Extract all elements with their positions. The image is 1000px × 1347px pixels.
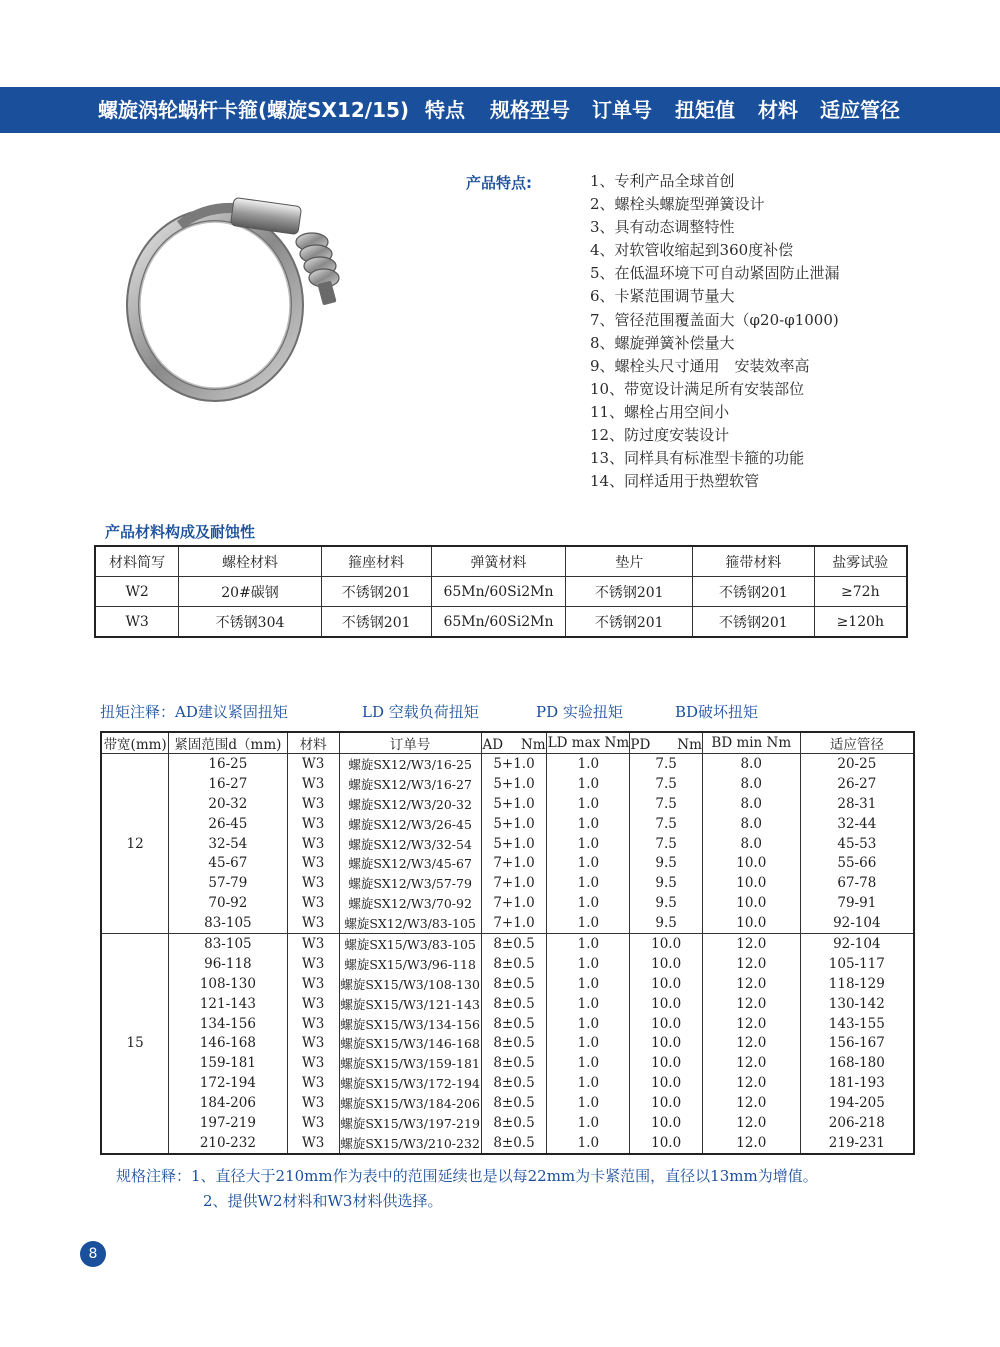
materials-title: 产品材料构成及耐蚀性 bbox=[105, 523, 256, 541]
pd-cell: 10.0 bbox=[630, 1053, 703, 1073]
header-item-order: 订单号 bbox=[592, 98, 652, 122]
ad-cell: 8±0.5 bbox=[481, 1053, 547, 1073]
material-cell: W3 bbox=[287, 934, 339, 954]
hose-clamp-image bbox=[120, 180, 420, 410]
feature-item: 7、管径范围覆盖面大（φ20-φ1000) bbox=[590, 310, 839, 329]
feature-item: 11、螺栓占用空间小 bbox=[590, 402, 730, 421]
materials-cell: 不锈钢201 bbox=[693, 607, 815, 638]
bd-cell: 8.0 bbox=[702, 794, 800, 814]
materials-row bbox=[95, 607, 907, 638]
pipe-diameter-cell: 79-91 bbox=[800, 893, 914, 913]
ad-cell: 7+1.0 bbox=[481, 913, 547, 933]
pipe-diameter-cell: 105-117 bbox=[800, 954, 914, 974]
page-number: 8 bbox=[80, 1241, 106, 1267]
materials-cell: 不锈钢201 bbox=[566, 607, 693, 638]
bd-cell: 12.0 bbox=[702, 1093, 800, 1113]
feature-item: 6、卡紧范围调节量大 bbox=[590, 287, 735, 306]
pipe-diameter-cell: 45-53 bbox=[800, 834, 914, 854]
order-number-cell: 螺旋SX15/W3/96-118 bbox=[339, 954, 481, 974]
ad-cell: 7+1.0 bbox=[481, 853, 547, 873]
clamp-range-cell: 32-54 bbox=[169, 834, 287, 854]
materials-cell: 不锈钢201 bbox=[321, 577, 431, 607]
materials-table bbox=[94, 545, 908, 638]
spec-header-cell: PD Nm bbox=[630, 732, 703, 754]
bd-cell: 10.0 bbox=[702, 853, 800, 873]
bd-cell: 12.0 bbox=[702, 1113, 800, 1133]
materials-cell: 不锈钢201 bbox=[693, 577, 815, 607]
ad-cell: 8±0.5 bbox=[481, 1073, 547, 1093]
ld-cell: 1.0 bbox=[547, 873, 630, 893]
ld-cell: 1.0 bbox=[547, 1113, 630, 1133]
materials-cell: 不锈钢201 bbox=[566, 577, 693, 607]
spec-row bbox=[101, 974, 914, 994]
clamp-range-cell: 26-45 bbox=[169, 814, 287, 834]
bd-cell: 12.0 bbox=[702, 1073, 800, 1093]
spec-row bbox=[101, 934, 914, 954]
clamp-range-cell: 16-27 bbox=[169, 774, 287, 794]
clamp-range-cell: 134-156 bbox=[169, 1014, 287, 1034]
materials-header-row bbox=[95, 546, 907, 577]
header-item-material: 材料 bbox=[758, 98, 798, 122]
materials-header-cell: 垫片 bbox=[566, 546, 693, 577]
clamp-range-cell: 83-105 bbox=[169, 913, 287, 933]
clamp-range-cell: 172-194 bbox=[169, 1073, 287, 1093]
material-cell: W3 bbox=[287, 1113, 339, 1133]
pd-cell: 10.0 bbox=[630, 1093, 703, 1113]
pd-cell: 7.5 bbox=[630, 814, 703, 834]
order-number-cell: 螺旋SX15/W3/159-181 bbox=[339, 1053, 481, 1073]
ld-cell: 1.0 bbox=[547, 934, 630, 954]
materials-cell: 65Mn/60Si2Mn bbox=[431, 577, 566, 607]
pipe-diameter-cell: 92-104 bbox=[800, 913, 914, 933]
material-cell: W3 bbox=[287, 834, 339, 854]
pipe-diameter-cell: 219-231 bbox=[800, 1133, 914, 1154]
order-number-cell: 螺旋SX15/W3/83-105 bbox=[339, 934, 481, 954]
ad-cell: 5+1.0 bbox=[481, 794, 547, 814]
ad-cell: 8±0.5 bbox=[481, 974, 547, 994]
material-cell: W3 bbox=[287, 994, 339, 1014]
torque-note-bd: BD破坏扭矩 bbox=[675, 703, 759, 721]
material-cell: W3 bbox=[287, 954, 339, 974]
ld-cell: 1.0 bbox=[547, 974, 630, 994]
bd-cell: 12.0 bbox=[702, 1053, 800, 1073]
ld-cell: 1.0 bbox=[547, 1093, 630, 1113]
ad-cell: 8±0.5 bbox=[481, 1014, 547, 1034]
order-number-cell: 螺旋SX15/W3/210-232 bbox=[339, 1133, 481, 1154]
bd-cell: 10.0 bbox=[702, 893, 800, 913]
spec-row bbox=[101, 814, 914, 834]
ld-cell: 1.0 bbox=[547, 1014, 630, 1034]
feature-item: 14、同样适用于热塑软管 bbox=[590, 472, 760, 491]
bd-cell: 12.0 bbox=[702, 1014, 800, 1034]
pipe-diameter-cell: 206-218 bbox=[800, 1113, 914, 1133]
spec-row bbox=[101, 1133, 914, 1154]
material-cell: W3 bbox=[287, 1053, 339, 1073]
material-cell: W3 bbox=[287, 893, 339, 913]
clamp-range-cell: 197-219 bbox=[169, 1113, 287, 1133]
spec-note-2: 2、提供W2材料和W3材料供选择。 bbox=[203, 1192, 443, 1210]
spec-row bbox=[101, 754, 914, 774]
material-cell: W3 bbox=[287, 853, 339, 873]
spec-row bbox=[101, 794, 914, 814]
materials-header-cell: 盐雾试验 bbox=[814, 546, 907, 577]
order-number-cell: 螺旋SX12/W3/16-27 bbox=[339, 774, 481, 794]
pipe-diameter-cell: 168-180 bbox=[800, 1053, 914, 1073]
materials-header-cell: 箍座材料 bbox=[321, 546, 431, 577]
spec-header-cell: 材料 bbox=[287, 732, 339, 754]
spec-table-body bbox=[101, 754, 914, 1154]
ad-cell: 5+1.0 bbox=[481, 814, 547, 834]
pipe-diameter-cell: 156-167 bbox=[800, 1033, 914, 1053]
order-number-cell: 螺旋SX12/W3/70-92 bbox=[339, 893, 481, 913]
materials-cell: 不锈钢304 bbox=[179, 607, 322, 638]
torque-note-ad: 扭矩注释：AD建议紧固扭矩 bbox=[100, 703, 288, 721]
bd-cell: 8.0 bbox=[702, 754, 800, 774]
torque-note-pd: PD 实验扭矩 bbox=[536, 703, 623, 721]
ld-cell: 1.0 bbox=[547, 1033, 630, 1053]
feature-item: 10、带宽设计满足所有安装部位 bbox=[590, 379, 805, 398]
bd-cell: 12.0 bbox=[702, 994, 800, 1014]
bd-cell: 12.0 bbox=[702, 934, 800, 954]
pipe-diameter-cell: 143-155 bbox=[800, 1014, 914, 1034]
header-title: 螺旋涡轮蜗杆卡箍(螺旋SX12/15) bbox=[98, 98, 410, 122]
material-cell: W3 bbox=[287, 794, 339, 814]
features-label: 产品特点: bbox=[466, 174, 532, 192]
header-banner bbox=[0, 87, 1000, 133]
clamp-range-cell: 184-206 bbox=[169, 1093, 287, 1113]
header-item-torque: 扭矩值 bbox=[675, 98, 735, 122]
ld-cell: 1.0 bbox=[547, 853, 630, 873]
spec-header-cell: 带宽(mm) bbox=[101, 732, 169, 754]
features-list bbox=[590, 170, 840, 493]
spec-header-cell: 紧固范围d（mm) bbox=[169, 732, 287, 754]
bd-cell: 8.0 bbox=[702, 814, 800, 834]
spec-row bbox=[101, 913, 914, 933]
pd-cell: 10.0 bbox=[630, 954, 703, 974]
header-item-features: 特点 bbox=[425, 98, 465, 122]
materials-cell: 65Mn/60Si2Mn bbox=[431, 607, 566, 638]
clamp-range-cell: 70-92 bbox=[169, 893, 287, 913]
bd-cell: 12.0 bbox=[702, 974, 800, 994]
feature-item: 8、螺旋弹簧补偿量大 bbox=[590, 333, 735, 352]
material-cell: W3 bbox=[287, 873, 339, 893]
materials-header-cell: 螺栓材料 bbox=[179, 546, 322, 577]
ad-cell: 7+1.0 bbox=[481, 893, 547, 913]
material-cell: W3 bbox=[287, 1073, 339, 1093]
order-number-cell: 螺旋SX15/W3/108-130 bbox=[339, 974, 481, 994]
pipe-diameter-cell: 26-27 bbox=[800, 774, 914, 794]
pd-cell: 10.0 bbox=[630, 1033, 703, 1053]
ad-cell: 8±0.5 bbox=[481, 1113, 547, 1133]
materials-cell: ≥72h bbox=[814, 577, 907, 607]
ad-cell: 8±0.5 bbox=[481, 1033, 547, 1053]
ld-cell: 1.0 bbox=[547, 834, 630, 854]
spec-header-cell: BD min Nm bbox=[702, 732, 800, 754]
ad-cell: 8±0.5 bbox=[481, 1133, 547, 1154]
material-cell: W3 bbox=[287, 774, 339, 794]
order-number-cell: 螺旋SX15/W3/197-219 bbox=[339, 1113, 481, 1133]
spec-table bbox=[100, 731, 915, 1155]
spec-row bbox=[101, 893, 914, 913]
ad-cell: 8±0.5 bbox=[481, 954, 547, 974]
ld-cell: 1.0 bbox=[547, 994, 630, 1014]
ad-cell: 5+1.0 bbox=[481, 834, 547, 854]
material-cell: W3 bbox=[287, 974, 339, 994]
ld-cell: 1.0 bbox=[547, 1133, 630, 1154]
feature-item: 9、螺栓头尺寸通用 安装效率高 bbox=[590, 356, 810, 375]
spec-row bbox=[101, 834, 914, 854]
pd-cell: 10.0 bbox=[630, 934, 703, 954]
spec-row bbox=[101, 1093, 914, 1113]
ld-cell: 1.0 bbox=[547, 1073, 630, 1093]
pipe-diameter-cell: 181-193 bbox=[800, 1073, 914, 1093]
pipe-diameter-cell: 55-66 bbox=[800, 853, 914, 873]
pd-cell: 7.5 bbox=[630, 834, 703, 854]
spec-note-1: 规格注释：1、直径大于210mm作为表中的范围延续也是以每22mm为卡紧范围，直径以13mm为增值。 bbox=[116, 1167, 818, 1185]
ld-cell: 1.0 bbox=[547, 814, 630, 834]
ld-cell: 1.0 bbox=[547, 954, 630, 974]
materials-cell: W2 bbox=[95, 577, 179, 607]
ld-cell: 1.0 bbox=[547, 1053, 630, 1073]
pipe-diameter-cell: 118-129 bbox=[800, 974, 914, 994]
feature-item: 12、防过度安装设计 bbox=[590, 426, 730, 445]
order-number-cell: 螺旋SX12/W3/32-54 bbox=[339, 834, 481, 854]
header-item-pipe: 适应管径 bbox=[820, 98, 900, 122]
spec-row bbox=[101, 954, 914, 974]
feature-item: 3、具有动态调整特性 bbox=[590, 218, 735, 237]
material-cell: W3 bbox=[287, 1133, 339, 1154]
spec-header-cell: 适应管径 bbox=[800, 732, 914, 754]
pd-cell: 10.0 bbox=[630, 994, 703, 1014]
clamp-range-cell: 146-168 bbox=[169, 1033, 287, 1053]
spec-row bbox=[101, 1033, 914, 1053]
materials-cell: 20#碳钢 bbox=[179, 577, 322, 607]
material-cell: W3 bbox=[287, 814, 339, 834]
bd-cell: 8.0 bbox=[702, 834, 800, 854]
pd-cell: 10.0 bbox=[630, 1014, 703, 1034]
ad-cell: 8±0.5 bbox=[481, 1093, 547, 1113]
clamp-range-cell: 96-118 bbox=[169, 954, 287, 974]
bd-cell: 10.0 bbox=[702, 913, 800, 933]
spec-row bbox=[101, 774, 914, 794]
feature-item: 5、在低温环境下可自动紧固防止泄漏 bbox=[590, 264, 840, 283]
pipe-diameter-cell: 67-78 bbox=[800, 873, 914, 893]
order-number-cell: 螺旋SX15/W3/121-143 bbox=[339, 994, 481, 1014]
order-number-cell: 螺旋SX12/W3/16-25 bbox=[339, 754, 481, 774]
pd-cell: 7.5 bbox=[630, 774, 703, 794]
pd-cell: 7.5 bbox=[630, 794, 703, 814]
clamp-range-cell: 108-130 bbox=[169, 974, 287, 994]
ad-cell: 7+1.0 bbox=[481, 873, 547, 893]
header-item-spec: 规格型号 bbox=[490, 98, 570, 122]
material-cell: W3 bbox=[287, 1093, 339, 1113]
materials-header-cell: 材料简写 bbox=[95, 546, 179, 577]
bd-cell: 12.0 bbox=[702, 954, 800, 974]
materials-header-cell: 箍带材料 bbox=[693, 546, 815, 577]
spec-row bbox=[101, 1053, 914, 1073]
band-width-cell: 12 bbox=[101, 754, 169, 934]
spec-row bbox=[101, 1014, 914, 1034]
spec-row bbox=[101, 853, 914, 873]
order-number-cell: 螺旋SX12/W3/83-105 bbox=[339, 913, 481, 933]
pd-cell: 9.5 bbox=[630, 913, 703, 933]
order-number-cell: 螺旋SX15/W3/134-156 bbox=[339, 1014, 481, 1034]
ld-cell: 1.0 bbox=[547, 794, 630, 814]
bd-cell: 10.0 bbox=[702, 873, 800, 893]
ad-cell: 8±0.5 bbox=[481, 934, 547, 954]
material-cell: W3 bbox=[287, 1033, 339, 1053]
pd-cell: 10.0 bbox=[630, 1073, 703, 1093]
spec-row bbox=[101, 994, 914, 1014]
spec-header-row bbox=[101, 732, 914, 754]
pipe-diameter-cell: 130-142 bbox=[800, 994, 914, 1014]
materials-header-cell: 弹簧材料 bbox=[431, 546, 566, 577]
pd-cell: 9.5 bbox=[630, 853, 703, 873]
band-width-cell: 15 bbox=[101, 934, 169, 1154]
order-number-cell: 螺旋SX12/W3/26-45 bbox=[339, 814, 481, 834]
pd-cell: 10.0 bbox=[630, 974, 703, 994]
ld-cell: 1.0 bbox=[547, 754, 630, 774]
bd-cell: 12.0 bbox=[702, 1133, 800, 1154]
spec-notes bbox=[116, 1164, 818, 1214]
pipe-diameter-cell: 32-44 bbox=[800, 814, 914, 834]
order-number-cell: 螺旋SX12/W3/45-67 bbox=[339, 853, 481, 873]
spec-row bbox=[101, 1073, 914, 1093]
materials-cell: W3 bbox=[95, 607, 179, 638]
ld-cell: 1.0 bbox=[547, 913, 630, 933]
materials-cell: ≥120h bbox=[814, 607, 907, 638]
ad-cell: 5+1.0 bbox=[481, 754, 547, 774]
spec-header-cell: AD Nm bbox=[481, 732, 547, 754]
material-cell: W3 bbox=[287, 1014, 339, 1034]
ld-cell: 1.0 bbox=[547, 774, 630, 794]
feature-item: 13、同样具有标准型卡箍的功能 bbox=[590, 449, 805, 468]
bd-cell: 8.0 bbox=[702, 774, 800, 794]
feature-item: 4、对软管收缩起到360度补偿 bbox=[590, 241, 794, 260]
pipe-diameter-cell: 28-31 bbox=[800, 794, 914, 814]
pd-cell: 10.0 bbox=[630, 1113, 703, 1133]
clamp-range-cell: 45-67 bbox=[169, 853, 287, 873]
clamp-range-cell: 16-25 bbox=[169, 754, 287, 774]
order-number-cell: 螺旋SX15/W3/172-194 bbox=[339, 1073, 481, 1093]
materials-row bbox=[95, 577, 907, 607]
order-number-cell: 螺旋SX12/W3/20-32 bbox=[339, 794, 481, 814]
clamp-range-cell: 20-32 bbox=[169, 794, 287, 814]
spec-header-cell: LD max Nm bbox=[547, 732, 630, 754]
ad-cell: 5+1.0 bbox=[481, 774, 547, 794]
pd-cell: 9.5 bbox=[630, 873, 703, 893]
spec-header-cell: 订单号 bbox=[339, 732, 481, 754]
pd-cell: 9.5 bbox=[630, 893, 703, 913]
order-number-cell: 螺旋SX12/W3/57-79 bbox=[339, 873, 481, 893]
order-number-cell: 螺旋SX15/W3/146-168 bbox=[339, 1033, 481, 1053]
pd-cell: 10.0 bbox=[630, 1133, 703, 1154]
torque-note-ld: LD 空载负荷扭矩 bbox=[362, 703, 479, 721]
pipe-diameter-cell: 194-205 bbox=[800, 1093, 914, 1113]
pipe-diameter-cell: 20-25 bbox=[800, 754, 914, 774]
materials-cell: 不锈钢201 bbox=[321, 607, 431, 638]
spec-row bbox=[101, 873, 914, 893]
material-cell: W3 bbox=[287, 913, 339, 933]
clamp-range-cell: 121-143 bbox=[169, 994, 287, 1014]
spec-row bbox=[101, 1113, 914, 1133]
material-cell: W3 bbox=[287, 754, 339, 774]
bd-cell: 12.0 bbox=[702, 1033, 800, 1053]
clamp-range-cell: 57-79 bbox=[169, 873, 287, 893]
ad-cell: 8±0.5 bbox=[481, 994, 547, 1014]
feature-item: 1、专利产品全球首创 bbox=[590, 172, 735, 190]
clamp-range-cell: 83-105 bbox=[169, 934, 287, 954]
order-number-cell: 螺旋SX15/W3/184-206 bbox=[339, 1093, 481, 1113]
pipe-diameter-cell: 92-104 bbox=[800, 934, 914, 954]
pd-cell: 7.5 bbox=[630, 754, 703, 774]
ld-cell: 1.0 bbox=[547, 893, 630, 913]
feature-item: 2、螺栓头螺旋型弹簧设计 bbox=[590, 195, 765, 214]
clamp-range-cell: 210-232 bbox=[169, 1133, 287, 1154]
clamp-range-cell: 159-181 bbox=[169, 1053, 287, 1073]
